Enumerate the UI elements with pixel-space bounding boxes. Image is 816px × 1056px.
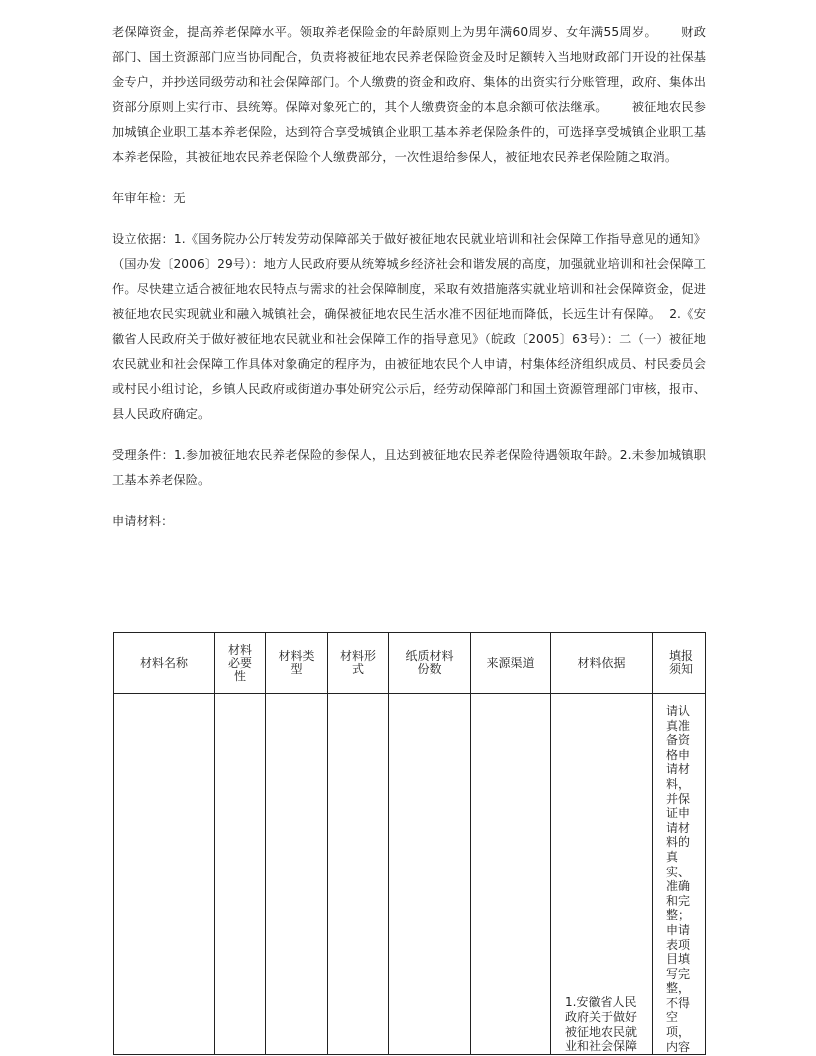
cell-material-form bbox=[328, 694, 389, 1055]
acceptance-conditions: 受理条件：1.参加被征地农民养老保险的参保人，且达到被征地农民养老保险待遇领取年龄。2.未参加城镇职工基本养老保险。 bbox=[112, 448, 706, 487]
header-material-name: 材料名称 bbox=[114, 633, 215, 694]
header-material-basis: 材料依据 bbox=[551, 633, 653, 694]
table-row bbox=[114, 694, 706, 1055]
cell-filling-notice bbox=[653, 694, 706, 1055]
legal-basis-text-2: 2.《安徽省人民政府关于做好被征地农民就业和社会保障工作的指导意见》（皖政〔2005〕63号）：二（一）被征地农民就业和社会保障工作具体对象确定的程序为，由被征地农民个人申请，村集体经济组织成员、村民委员会或村民小组讨论，乡镇人民政府或街道办事处研究公示后，经劳动保障部门和国土资源管理部门审核，报市、县人民政府确定。 bbox=[112, 307, 706, 421]
materials-table bbox=[113, 632, 706, 1055]
pension-age-text: 老保障资金，提高养老保障水平。领取养老保险金的年龄原则上为男年满60周岁、女年满55周岁。 bbox=[112, 25, 657, 39]
pension-fund-paragraph bbox=[112, 20, 706, 170]
urban-pension-choice-text: 被征地农民参加城镇企业职工基本养老保险，达到符合享受城镇企业职工基本养老保险条件的，可选择享受城镇企业职工基本养老保险，其被征地农民养老保险个人缴费部分，一次性退给参保人，被征地农民养老保险随之取消。 bbox=[112, 100, 707, 164]
cell-paper-copies bbox=[389, 694, 471, 1055]
header-source-channel: 来源渠道 bbox=[471, 633, 551, 694]
fund-transfer-text: 财政部门、国土资源部门应当协同配合，负责将被征地农民养老保险资金及时足额转入当地财政部门开设的社保基金专户，并抄送同级劳动和社会保障部门。个人缴费的资金和政府、集体的出资实行分账管理，政府、集体出资部分原则上实行市、县统筹。保障对象死亡的，其个人缴费资金的本息余额可依法继承。 bbox=[112, 25, 706, 114]
legal-basis-paragraph bbox=[112, 227, 706, 427]
cell-material-type bbox=[266, 694, 328, 1055]
header-material-type: 材料类型 bbox=[266, 633, 328, 694]
header-paper-copies: 纸质材料份数 bbox=[389, 633, 471, 694]
header-material-form: 材料形式 bbox=[328, 633, 389, 694]
annual-review-line: 年审年检：无 bbox=[112, 191, 186, 205]
cell-required bbox=[215, 694, 266, 1055]
legal-basis-text-1: 设立依据：1.《国务院办公厅转发劳动保障部关于做好被征地农民就业培训和社会保障工作指导意见的通知》（国办发〔2006〕29号）：地方人民政府要从统筹城乡经济社会和谐发展的高度，加强就业培训和社会保障工作。尽快建立适合被征地农民特点与需求的社会保障制度，采取有效措施落实就业培训和社会保障资金，促进被征地农民实现就业和融入城镇社会，确保被征地农民生活水准不因征地而降低，长远生计有保障。 bbox=[112, 232, 706, 321]
cell-source-channel bbox=[471, 694, 551, 1055]
header-filling-notice: 填报须知 bbox=[653, 633, 706, 694]
materials-label: 申请材料： bbox=[112, 514, 174, 528]
cell-material-name bbox=[114, 694, 215, 1055]
document-page bbox=[112, 20, 706, 550]
material-basis-text: 1.安徽省人民政府关于做好被征地农民就业和社会保障 bbox=[565, 995, 638, 1054]
filling-notice-text: 请认真准备资格申请材料，并保证申请材料的真实、准确和完整；申请表项目填写完整，不得空项，内容 bbox=[666, 704, 691, 1054]
table-header-row bbox=[114, 633, 706, 694]
cell-material-basis bbox=[551, 694, 653, 1055]
header-required: 材料必要性 bbox=[215, 633, 266, 694]
